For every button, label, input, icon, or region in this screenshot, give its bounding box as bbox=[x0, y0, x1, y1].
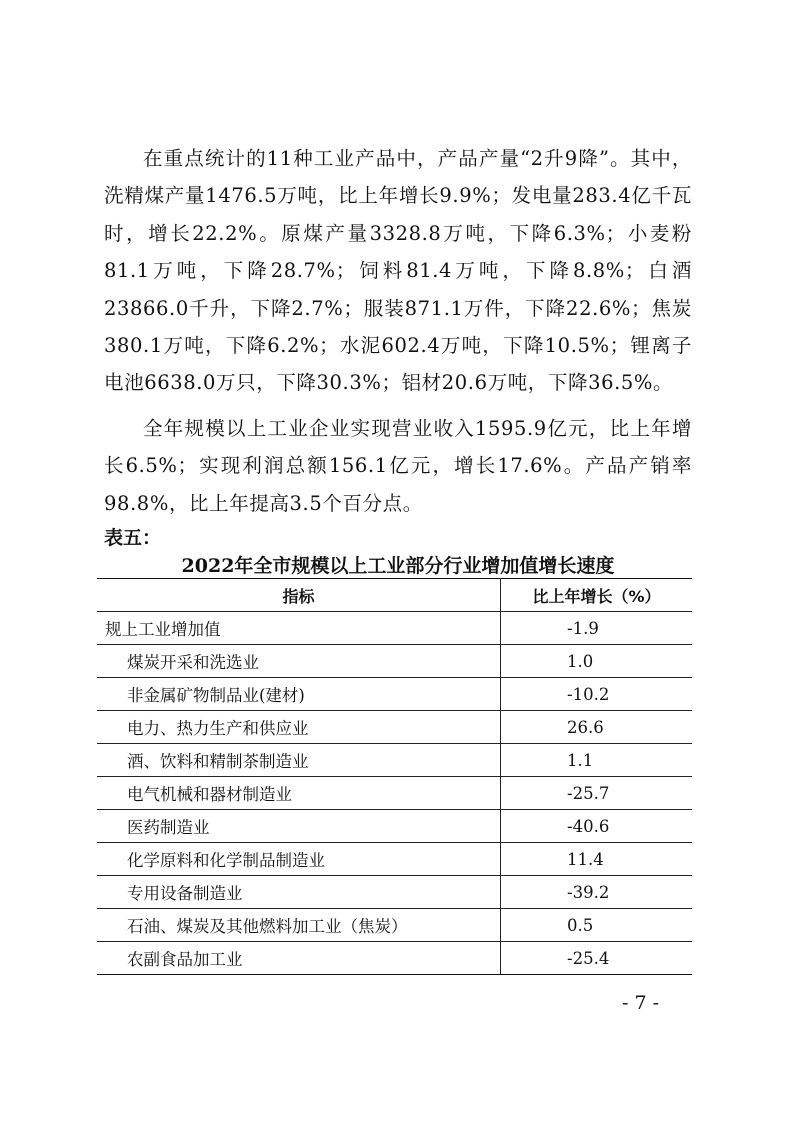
row-value: 26.6 bbox=[501, 711, 693, 744]
page-number: - 7 - bbox=[622, 992, 660, 1014]
header-growth: 比上年增长（%） bbox=[501, 579, 693, 612]
row-value: -25.7 bbox=[501, 777, 693, 810]
row-name: 煤炭开采和洗选业 bbox=[97, 645, 501, 678]
row-name: 农副食品加工业 bbox=[97, 942, 501, 975]
row-name: 电气机械和器材制造业 bbox=[97, 777, 501, 810]
row-name: 规上工业增加值 bbox=[97, 612, 501, 645]
header-indicator: 指标 bbox=[97, 579, 501, 612]
row-name: 石油、煤炭及其他燃料加工业（焦炭） bbox=[97, 909, 501, 942]
row-name: 酒、饮料和精制茶制造业 bbox=[97, 744, 501, 777]
table-header-row bbox=[97, 579, 692, 612]
table-row bbox=[97, 843, 692, 876]
row-name: 电力、热力生产和供应业 bbox=[97, 711, 501, 744]
row-value: -40.6 bbox=[501, 810, 693, 843]
row-value: 11.4 bbox=[501, 843, 693, 876]
row-value: -25.4 bbox=[501, 942, 693, 975]
table-row bbox=[97, 678, 692, 711]
table-row bbox=[97, 612, 692, 645]
table-row bbox=[97, 744, 692, 777]
row-value: -1.9 bbox=[501, 612, 693, 645]
table-row bbox=[97, 777, 692, 810]
row-value: 0.5 bbox=[501, 909, 693, 942]
industry-growth-table bbox=[97, 578, 692, 975]
row-name: 非金属矿物制品业(建材) bbox=[97, 678, 501, 711]
row-value: 1.0 bbox=[501, 645, 693, 678]
row-name: 化学原料和化学制品制造业 bbox=[97, 843, 501, 876]
row-name: 医药制造业 bbox=[97, 810, 501, 843]
row-value: -39.2 bbox=[501, 876, 693, 909]
table-row bbox=[97, 810, 692, 843]
table-title: 2022年全市规模以上工业部分行业增加值增长速度 bbox=[181, 555, 615, 577]
table-row bbox=[97, 711, 692, 744]
industrial-products-paragraph: 在重点统计的11种工业产品中，产品产量“2升9降”。其中，洗精煤产量1476.5万吨，比上年增长9.9%；发电量283.4亿千瓦时，增长22.2%。原煤产量3328.8万吨，下降6.3%；小麦粉81.1万吨，下降28.7%；饲料81.4万吨，下降8.8%；白酒23866.0千升，下降2.7%；服装871.1万件，下降22.6%；焦炭380.1万吨，下降6.2%；水泥602.4万吨，下降10.5%；锂离子电池6638.0万只，下降30.3%；铝材20.6万吨，下降36.5%。 bbox=[104, 147, 692, 395]
row-value: -10.2 bbox=[501, 678, 693, 711]
table-row bbox=[97, 909, 692, 942]
row-value: 1.1 bbox=[501, 744, 693, 777]
revenue-profit-paragraph: 全年规模以上工业企业实现营业收入1595.9亿元，比上年增长6.5%；实现利润总额156.1亿元，增长17.6%。产品产销率98.8%，比上年提高3.5个百分点。 bbox=[104, 417, 692, 515]
row-name: 专用设备制造业 bbox=[97, 876, 501, 909]
table-row bbox=[97, 942, 692, 975]
table-label: 表五： bbox=[104, 527, 162, 549]
table-row bbox=[97, 645, 692, 678]
table-row bbox=[97, 876, 692, 909]
